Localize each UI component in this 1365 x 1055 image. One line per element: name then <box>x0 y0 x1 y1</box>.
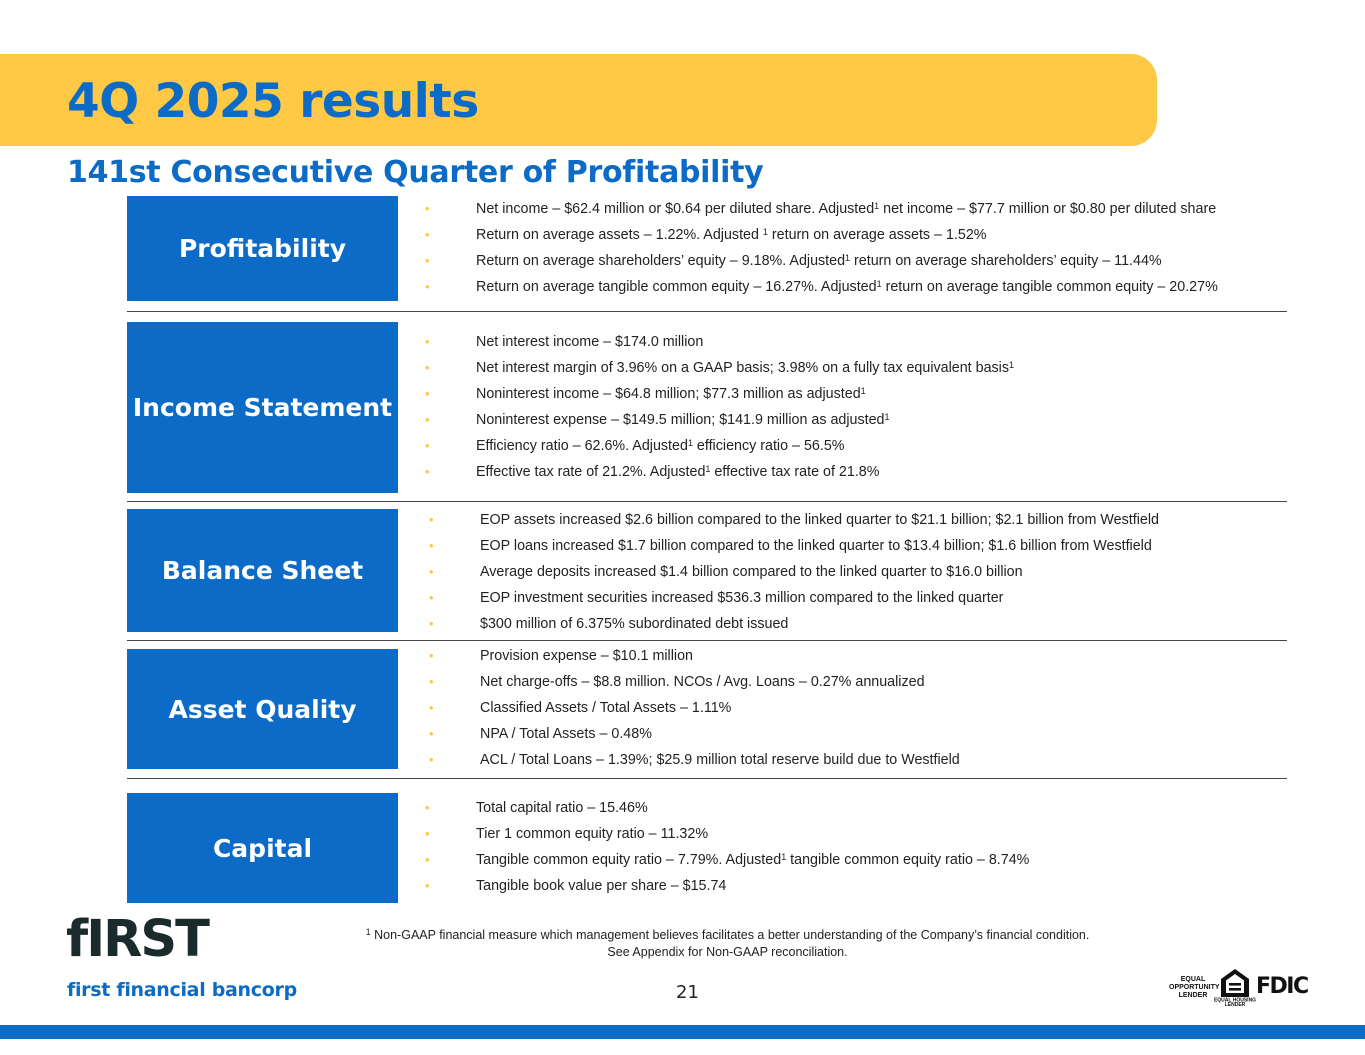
bullet-item: • Return on average assets – 1.22%. Adjusted $^1$ return on average assets – 1.52% <box>425 222 1218 248</box>
section-label: Balance Sheet <box>127 509 398 632</box>
bullet-item: • Net interest margin of 3.96% on a GAAP basis; 3.98% on a fully tax equivalent basis$^1$ <box>425 355 1014 381</box>
page-subtitle: 141st Consecutive Quarter of Profitability <box>67 155 764 190</box>
section-divider <box>127 640 1287 641</box>
bullet-item: • Noninterest expense – $149.5 million; $141.9 million as adjusted$^1$ <box>425 407 1014 433</box>
section-balance-sheet <box>127 509 1287 632</box>
bullet-dot-icon: • <box>429 564 434 579</box>
bullet-item: • Tangible book value per share – $15.74 <box>425 873 1029 899</box>
bullet-item: • Average deposits increased $1.4 billion compared to the linked quarter to $16.0 billion <box>429 559 1159 585</box>
bullet-list <box>429 507 1159 637</box>
bullet-item: • Return on average shareholders’ equity – 9.18%. Adjusted$^1$ return on average shareholders’ equity – 11.44% <box>425 248 1218 274</box>
bullet-list <box>429 643 960 773</box>
section-label: Asset Quality <box>127 649 398 769</box>
bullet-dot-icon: • <box>429 674 434 689</box>
page-title: 4Q 2025 results <box>67 74 479 129</box>
bullet-dot-icon: • <box>425 412 430 427</box>
section-label: Profitability <box>127 196 398 301</box>
bullet-dot-icon: • <box>429 700 434 715</box>
bullet-item: • EOP investment securities increased $536.3 million compared to the linked quarter <box>429 585 1159 611</box>
section-capital <box>127 793 1287 903</box>
bullet-item: • Net charge-offs – $8.8 million. NCOs / Avg. Loans – 0.27% annualized <box>429 669 960 695</box>
bullet-dot-icon: • <box>429 590 434 605</box>
company-logo: fIRST <box>66 910 208 969</box>
bullet-item: • Return on average tangible common equity – 16.27%. Adjusted$^1$ return on average tangible common equity – 20.27% <box>425 274 1218 300</box>
bullet-item: • Total capital ratio – 15.46% <box>425 795 1029 821</box>
bullet-dot-icon: • <box>429 538 434 553</box>
bullet-item: • Provision expense – $10.1 million <box>429 643 960 669</box>
bullet-dot-icon: • <box>425 800 430 815</box>
section-label: Capital <box>127 793 398 903</box>
bullet-dot-icon: • <box>429 726 434 741</box>
section-asset-quality <box>127 649 1287 769</box>
bullet-item: • NPA / Total Assets – 0.48% <box>429 721 960 747</box>
equal-housing-lender-icon <box>1213 968 1257 1008</box>
bullet-dot-icon: • <box>425 878 430 893</box>
bullet-item: • Efficiency ratio – 62.6%. Adjusted$^1$ efficiency ratio – 56.5% <box>425 433 1014 459</box>
bullet-item: • Net interest income – $174.0 million <box>425 329 1014 355</box>
section-divider <box>127 778 1287 779</box>
bullet-dot-icon: • <box>425 227 430 242</box>
equal-opportunity-lender-logo: EQUAL OPPORTUNITY LENDER <box>1169 976 1220 999</box>
bullet-item: • Net income – $62.4 million or $0.64 per diluted share. Adjusted$^1$ net income – $77.7 million or $0.80 per diluted share <box>425 196 1218 222</box>
section-profitability <box>127 196 1287 301</box>
bullet-item: • EOP loans increased $1.7 billion compared to the linked quarter to $13.4 billion; $1.6 billion from Westfield <box>429 533 1159 559</box>
bullet-item: • Tangible common equity ratio – 7.79%. Adjusted$^1$ tangible common equity ratio – 8.74% <box>425 847 1029 873</box>
bullet-dot-icon: • <box>425 253 430 268</box>
page-number: 21 <box>676 982 699 1003</box>
svg-text:LENDER: LENDER <box>1224 1002 1246 1008</box>
footnote <box>300 927 1155 961</box>
bullet-dot-icon: • <box>425 360 430 375</box>
bullet-item: • Tier 1 common equity ratio – 11.32% <box>425 821 1029 847</box>
bullet-dot-icon: • <box>429 512 434 527</box>
bullet-item: • EOP assets increased $2.6 billion compared to the linked quarter to $21.1 billion; $2.1 billion from Westfield <box>429 507 1159 533</box>
bullet-dot-icon: • <box>425 826 430 841</box>
bullet-dot-icon: • <box>429 648 434 663</box>
bullet-item: • Effective tax rate of 21.2%. Adjusted$^1$ effective tax rate of 21.8% <box>425 459 1014 485</box>
bullet-item: • Classified Assets / Total Assets – 1.11% <box>429 695 960 721</box>
bullet-dot-icon: • <box>425 386 430 401</box>
bullet-dot-icon: • <box>429 752 434 767</box>
svg-text:EQUAL HOUSING: EQUAL HOUSING <box>1213 997 1257 1004</box>
bullet-list <box>425 196 1218 300</box>
bullet-dot-icon: • <box>425 201 430 216</box>
section-label: Income Statement <box>127 322 398 493</box>
bullet-item: • $300 million of 6.375% subordinated debt issued <box>429 611 1159 637</box>
footnote-line-2: See Appendix for Non-GAAP reconciliation. <box>607 945 848 959</box>
bottom-brand-bar <box>0 1025 1365 1039</box>
bullet-dot-icon: • <box>425 464 430 479</box>
company-logo-subtext: first financial bancorp <box>67 979 297 1001</box>
fdic-logo: FDIC <box>1256 974 1308 999</box>
bullet-list <box>425 795 1029 899</box>
bullet-dot-icon: • <box>425 279 430 294</box>
bullet-dot-icon: • <box>429 616 434 631</box>
bullet-dot-icon: • <box>425 334 430 349</box>
bullet-list <box>425 329 1014 485</box>
section-divider <box>127 311 1287 312</box>
bullet-item: • Noninterest income – $64.8 million; $77.3 million as adjusted$^1$ <box>425 381 1014 407</box>
section-income-statement <box>127 322 1287 493</box>
bullet-dot-icon: • <box>425 852 430 867</box>
section-divider <box>127 501 1287 502</box>
bullet-dot-icon: • <box>425 438 430 453</box>
footnote-line-1: $^1$ Non-GAAP financial measure which management believes facilitates a better understanding of the Company’s financial condition. <box>365 927 1090 942</box>
bullet-item: • ACL / Total Loans – 1.39%; $25.9 million total reserve build due to Westfield <box>429 747 960 773</box>
